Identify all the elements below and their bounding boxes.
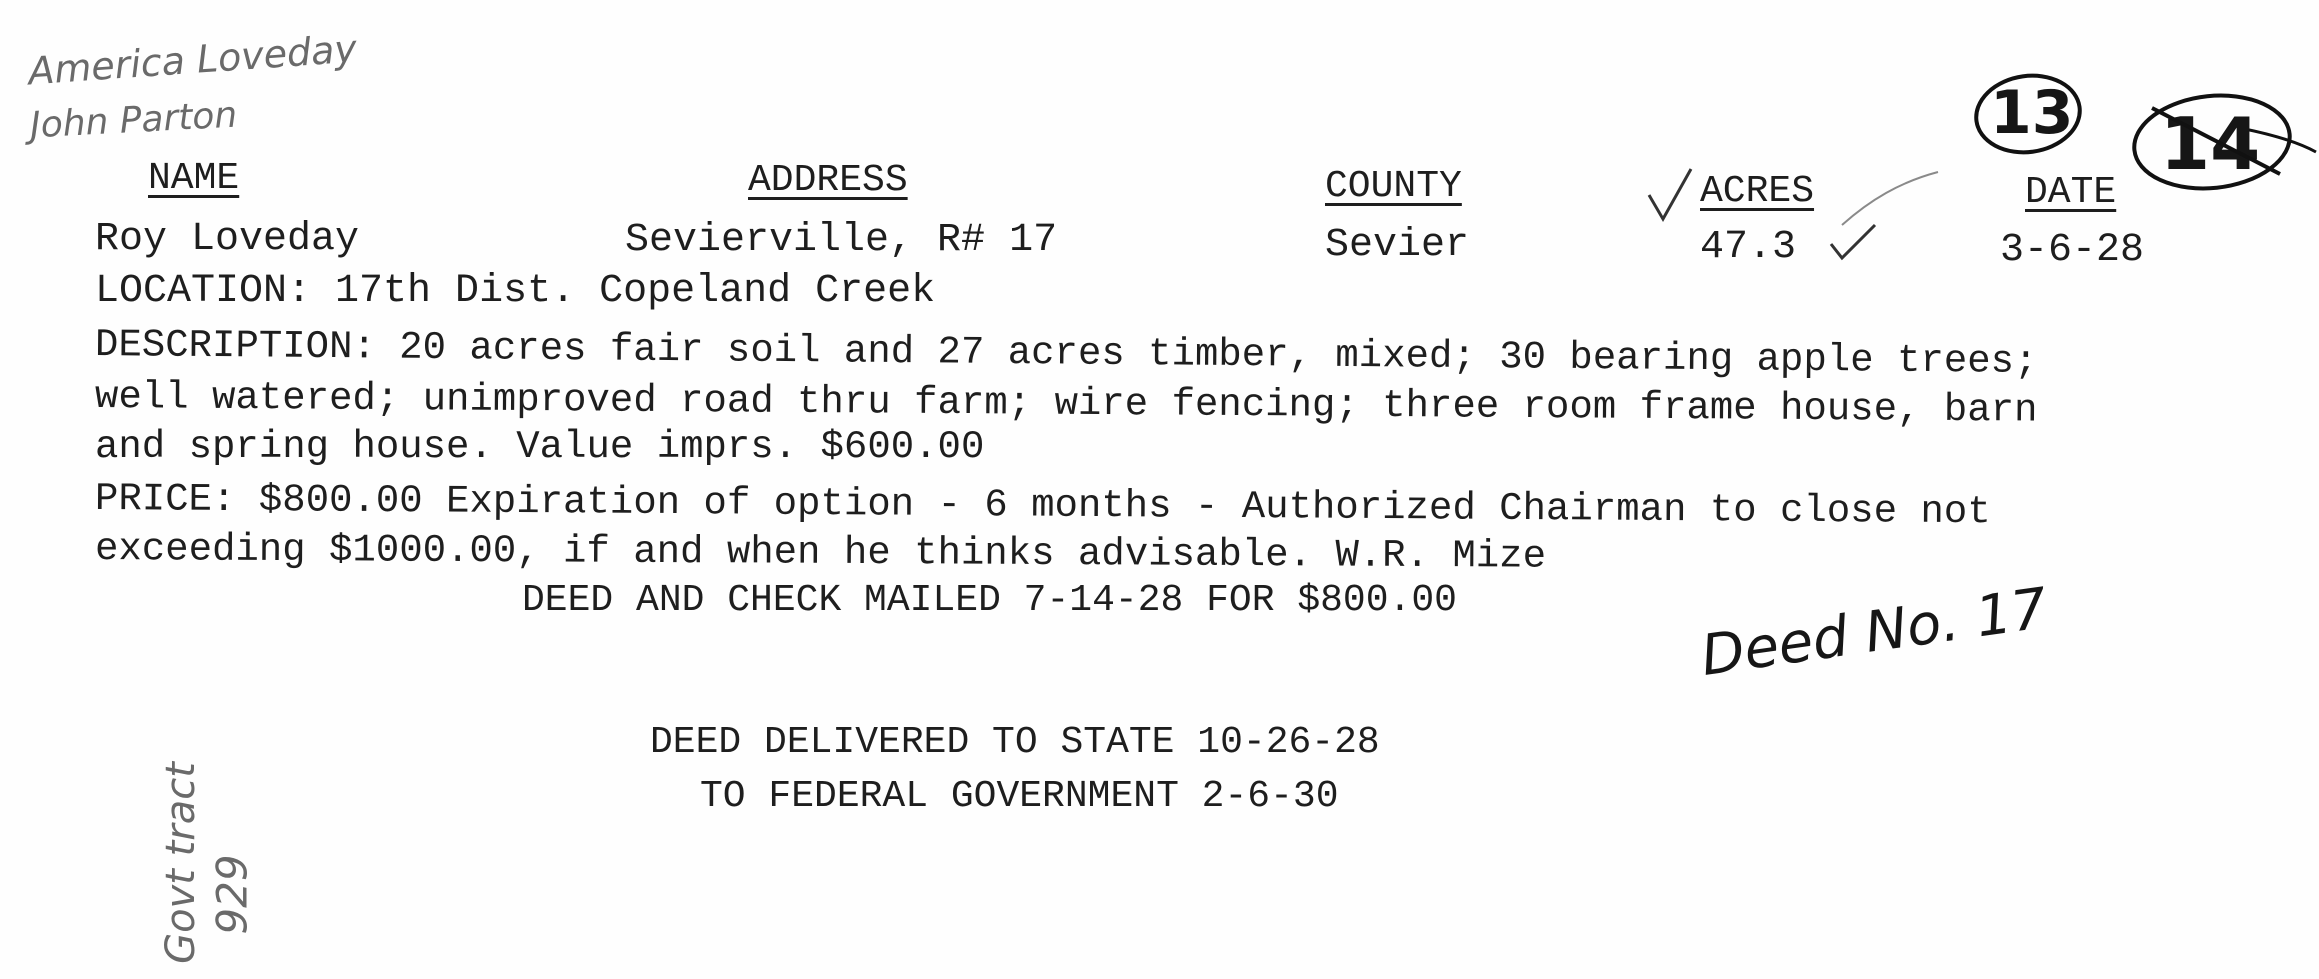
record-county: Sevier xyxy=(1325,223,1470,268)
record-date: 3-6-28 xyxy=(2000,228,2145,273)
check-mark-icon xyxy=(1645,165,1695,225)
header-address: ADDRESS xyxy=(748,159,908,202)
pencil-line-icon xyxy=(1840,170,1940,230)
deed-delivered-state-line: DEED DELIVERED TO STATE 10-26-28 xyxy=(650,721,1380,764)
margin-note-line-2: 929 xyxy=(207,854,257,935)
header-county: COUNTY xyxy=(1325,165,1462,208)
pencil-name-1: America Loveday xyxy=(26,26,359,94)
location-line: LOCATION: 17th Dist. Copeland Creek xyxy=(95,269,936,314)
check-mark-icon xyxy=(1828,222,1878,262)
circled-number-13 xyxy=(1970,68,2090,158)
price-line-1: PRICE: $800.00 Expiration of option - 6 months - Authorized Chairman to close not xyxy=(94,477,1991,535)
deed-number-note: Deed No. 17 xyxy=(1697,576,2052,689)
deed-mailed-line: DEED AND CHECK MAILED 7-14-28 FOR $800.00 xyxy=(522,579,1457,622)
description-line-2: well watered; unimproved road thru farm; wire fencing; three room frame house, barn xyxy=(94,375,2038,433)
description-line-3: and spring house. Value imprs. $600.00 xyxy=(95,425,985,469)
record-acres: 47.3 xyxy=(1700,225,1797,270)
record-address: Sevierville, R# 17 xyxy=(625,218,1058,263)
margin-note-line-1: Govt tract xyxy=(157,762,204,964)
circled-number-14 xyxy=(2130,90,2319,200)
margin-note xyxy=(130,760,280,970)
header-acres: ACRES xyxy=(1700,170,1815,213)
strike-mark-icon xyxy=(2130,90,2319,200)
header-name: NAME xyxy=(148,157,240,200)
description-line-1: DESCRIPTION: 20 acres fair soil and 27 acres timber, mixed; 30 bearing apple trees; xyxy=(94,323,2038,384)
pencil-name-2: John Parton xyxy=(29,94,239,147)
record-name: Roy Loveday xyxy=(95,217,360,262)
deed-delivered-federal-line: TO FEDERAL GOVERNMENT 2-6-30 xyxy=(700,775,1339,818)
price-line-2: exceeding $1000.00, if and when he thinks advisable. W.R. Mize xyxy=(94,527,1547,579)
header-date: DATE xyxy=(2025,171,2117,214)
page-number-14: 14 xyxy=(2160,102,2261,186)
page-number-13: 13 xyxy=(1990,78,2074,148)
